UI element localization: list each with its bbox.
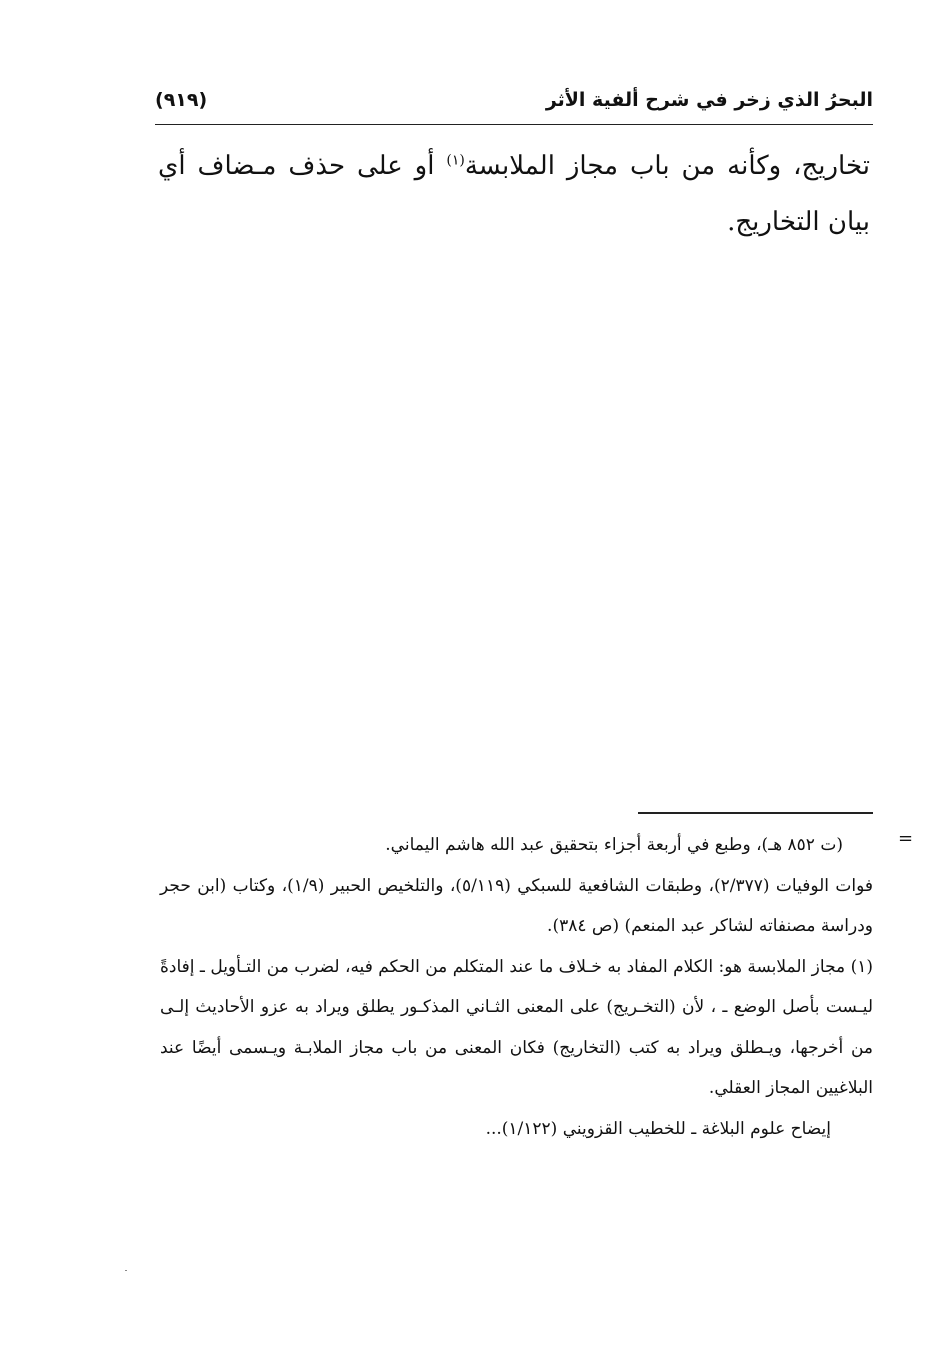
footnote-continuation-line-2: فوات الوفيات (٢/٣٧٧)، وطبقات الشافعية للسبكي (٥/١١٩)، والتلخيص الحبير (١/٩)، وكتاب (ابن حجر ودراسة مصنفاته لشاكر عبد المنعم) (ص ٣٨٤).: [160, 875, 874, 936]
main-text-part-1: تخاريج، وكأنه من باب مجاز الملابسة: [464, 151, 870, 181]
book-title: البحرُ الذي زخر في شرح ألفية الأثر: [545, 89, 873, 111]
header-rule: [155, 124, 873, 125]
footnote-1-text: مجاز الملابسة هو: الكلام المفاد به خـلاف ما عند المتكلم من الحكم فيه، لضرب من التـأويل ـ إفادةً ليـست بأصل الوضع ـ ، لأن (التخـريج) على المعنى الثـاني المذكـور يطلق ويراد به عزو الأحاديث إلـى من أخرجها، ويـطلق ويراد به كتب (التخاريج) فكان المعنى من باب مجاز الملابـة ويـسمى أيضًا عند البلاغيين المجاز العقلي.: [160, 956, 873, 1098]
footnote-separator: [638, 812, 873, 814]
footnote-continuation-mark: =: [898, 828, 914, 849]
main-text: [158, 138, 870, 250]
running-header: [155, 80, 873, 120]
scan-speck: [125, 1270, 127, 1271]
main-text-part-2: أو على حذف مـضاف أي بيان التخاريج.: [158, 151, 870, 237]
footnotes: [160, 825, 873, 1149]
page-number: (٩١٩): [155, 89, 208, 111]
footnote-1-number: (١): [850, 956, 874, 977]
footnote-continuation-line-1: (ت ٨٥٢ هـ)، وطبع في أربعة أجزاء بتحقيق عبد الله هاشم اليماني.: [385, 835, 843, 855]
footnote-1: [160, 947, 873, 1109]
footnote-reference: (١): [446, 152, 465, 169]
footnote-1-source: إيضاح علوم البلاغة ـ للخطيب القزويني (١/١٢٢)...: [485, 1118, 831, 1139]
